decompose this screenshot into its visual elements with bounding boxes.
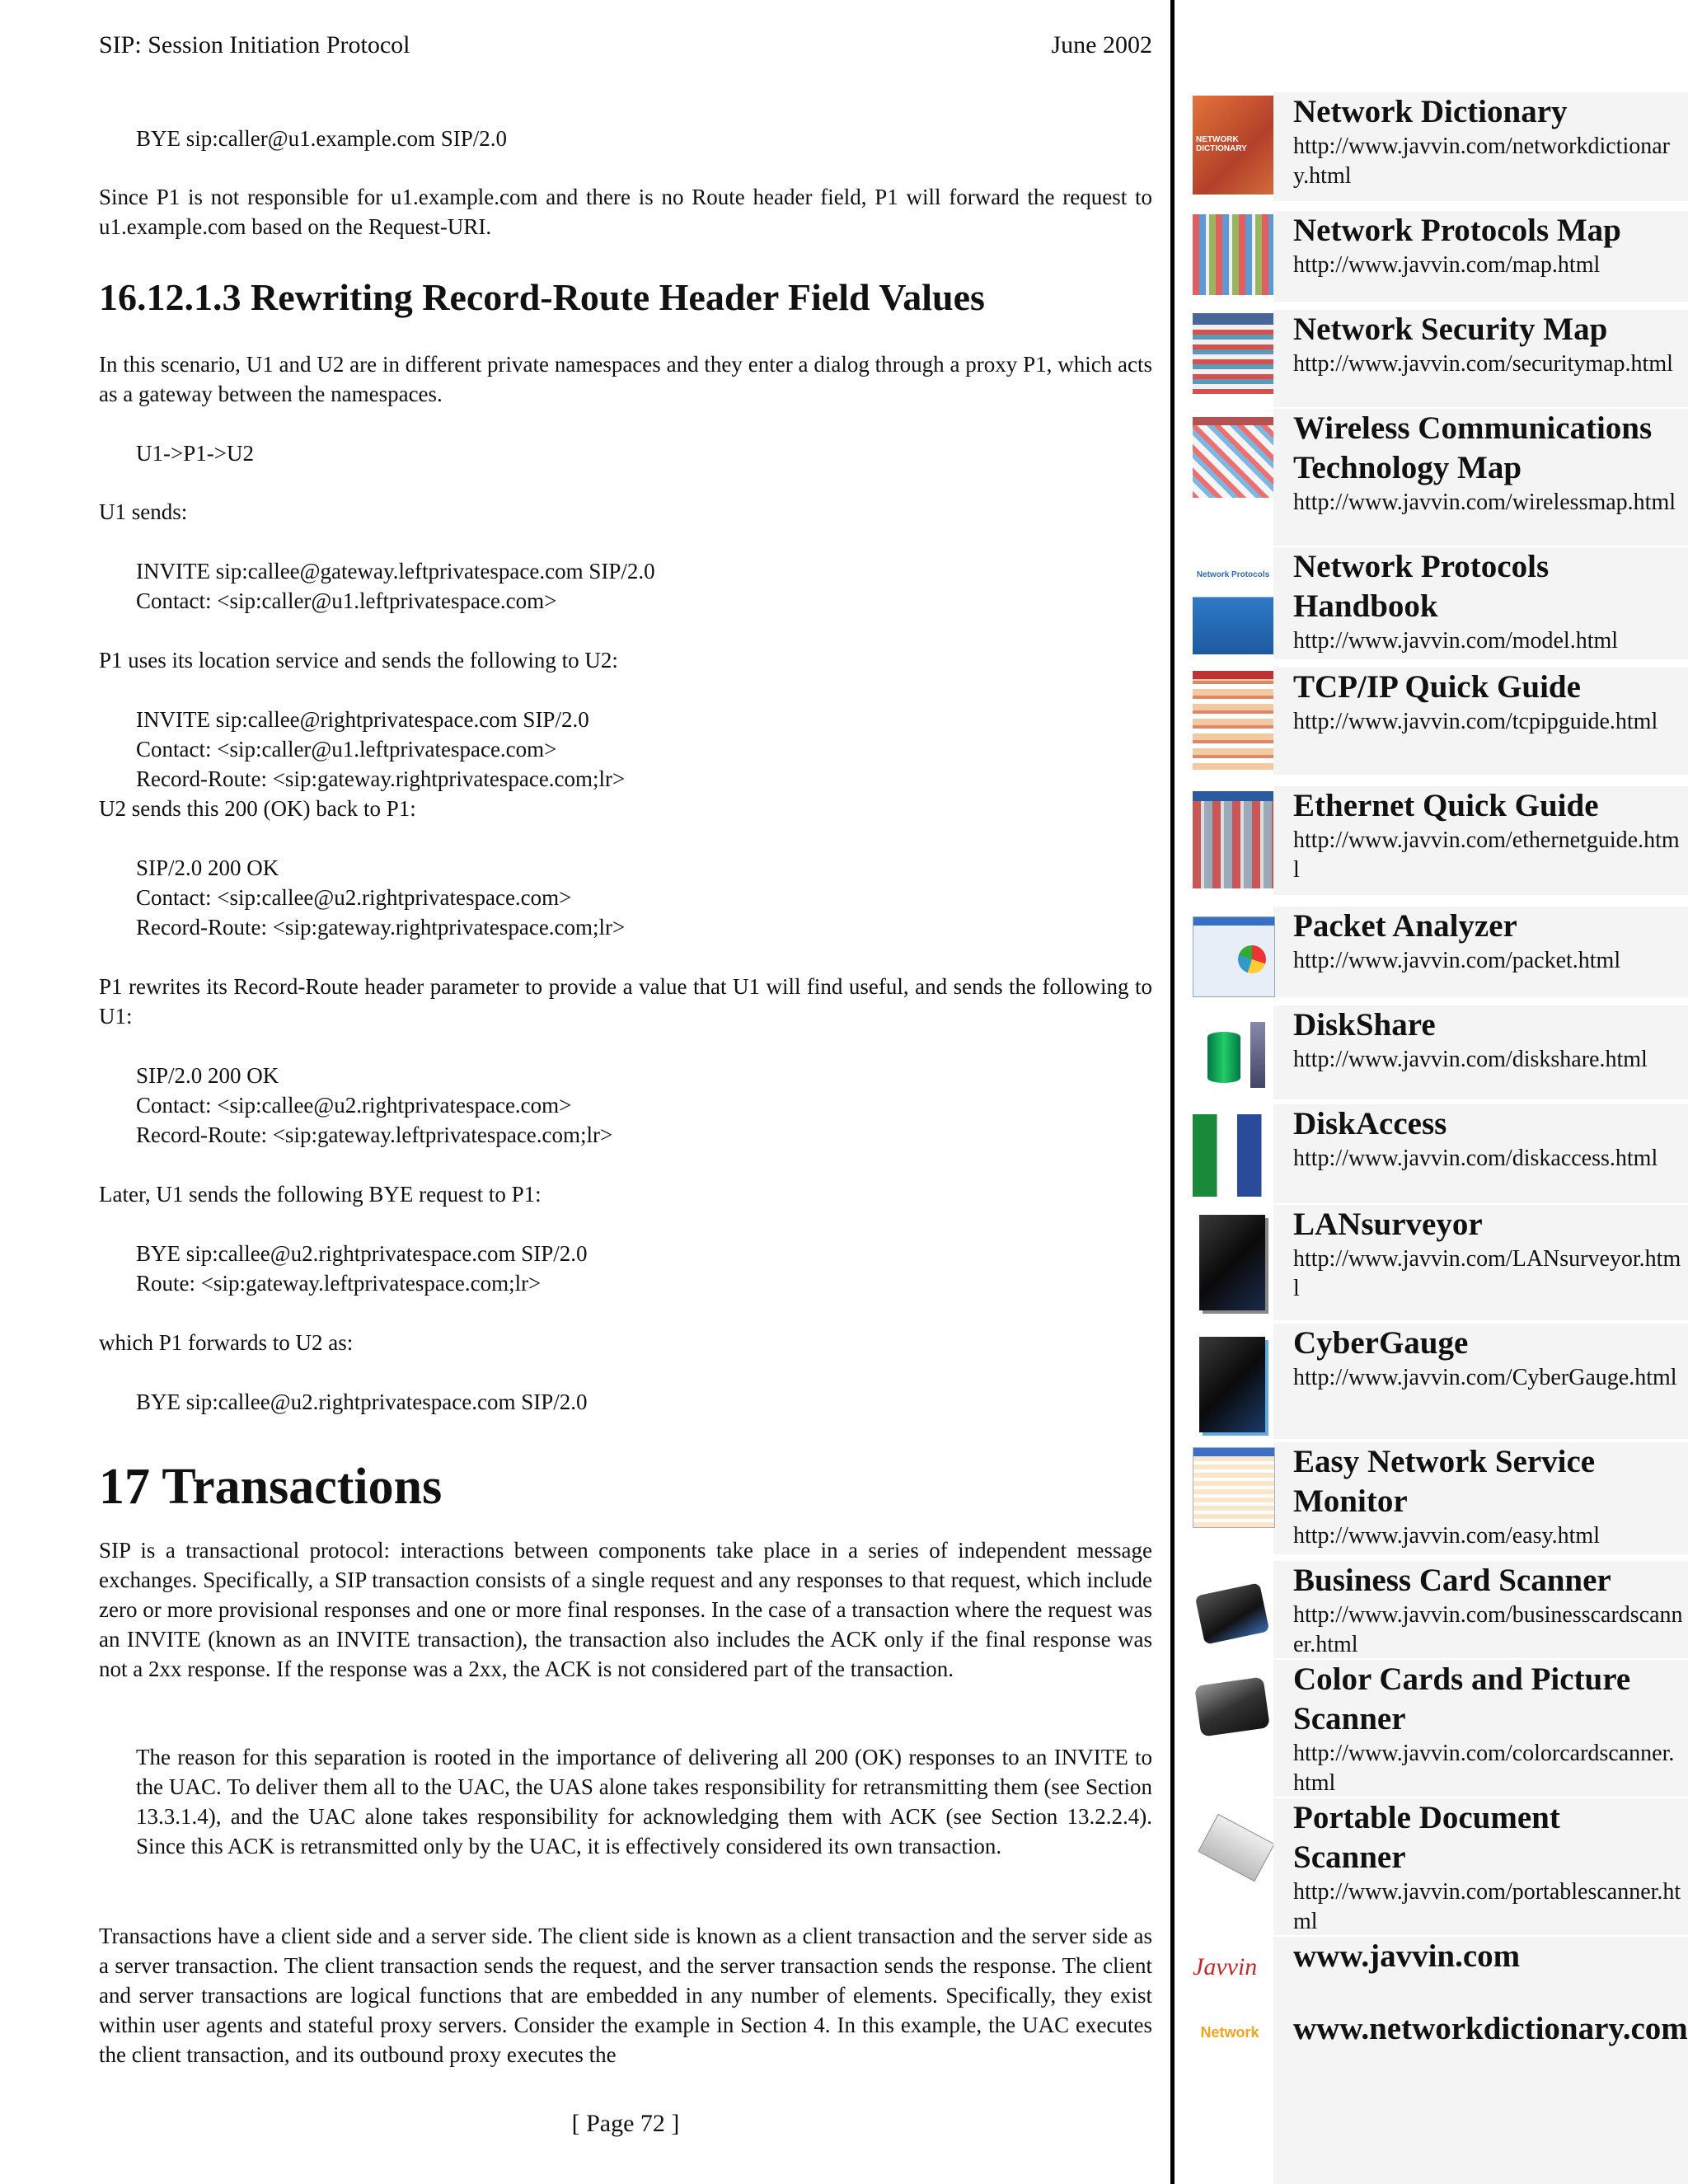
indented-paragraph: The reason for this separation is rooted in the importance of delivering all 200 (OK) responses to an INVITE to the UAC. To deliver them all to the UAC, the UAS alone takes responsibility for retransmitting them (see Section 13.3.1.4), and the UAC alone takes responsibility for acknowledging them with ACK (see Section 13.2.2.4). Since this ACK is retransmitted only by the UAC, it is effectively considered its own transaction. [136,1745,1152,1858]
code-line: BYE sip:callee@u2.rightprivatespace.com SIP/2.0 [136,1390,588,1414]
sidebar-item-javvin-site[interactable] [1175,1937,1688,2008]
sidebar-item-diskaccess[interactable] [1175,1104,1688,1203]
code-line: U1->P1->U2 [136,441,254,466]
sidebar-item-network-dictionary[interactable] [1175,92,1688,201]
code-line: INVITE sip:callee@gateway.leftprivatespace.com SIP/2.0 [136,559,655,583]
advertising-sidebar [1175,0,1688,2184]
sidebar-item-portable-scanner[interactable] [1175,1798,1688,1935]
sidebar-item-title[interactable]: Easy Network Service Monitor [1293,1444,1596,1519]
sidebar-item-title[interactable]: Packet Analyzer [1293,908,1517,944]
code-line: SIP/2.0 200 OK [136,855,279,880]
sidebar-item-url[interactable]: http://www.javvin.com/businesscardscanner.html [1293,1602,1683,1657]
sidebar-item-url[interactable]: http://www.javvin.com/diskshare.html [1293,1047,1648,1072]
ethernet-guide-poster-icon [1193,791,1273,888]
sidebar-item-easy-monitor[interactable] [1175,1442,1688,1554]
sidebar-item-tcpip-guide[interactable] [1175,668,1688,775]
code-block [136,556,655,616]
sidebar-item-title[interactable]: www.javvin.com [1293,1938,1521,1974]
business-card-scanner-photo-icon [1193,1572,1273,1650]
sidebar-item-title[interactable]: Network Security Map [1293,312,1608,347]
sidebar-item-url[interactable]: http://www.javvin.com/networkdictionary.html [1293,134,1670,189]
code-line: Record-Route: <sip:gateway.leftprivatespace.com;lr> [136,1122,613,1147]
sidebar-item-title[interactable]: Business Card Scanner [1293,1563,1611,1598]
packet-analyzer-screenshot-icon [1193,916,1275,997]
sidebar-item-title[interactable]: CyberGauge [1293,1325,1469,1361]
sidebar-item-title[interactable]: Network Protocols Handbook [1293,549,1550,624]
paragraph: Transactions have a client side and a server side. The client side is known as a client transaction and the server side as a server transaction. The client transaction sends the request, and the server transaction sends the response. The client and server transactions are logical functions that are embedded in any number of elements. Specifically, they exist within user agents and stateful proxy servers. Consider the example in Section 4. In this example, the UAC executes the client transaction, and its outbound proxy executes the [99,1924,1152,2067]
sidebar-item-cybergauge[interactable] [1175,1324,1688,1439]
sidebar-item-url[interactable]: http://www.javvin.com/wirelessmap.html [1293,490,1676,515]
sidebar-item-title[interactable]: www.networkdictionary.com [1293,2011,1688,2046]
page-number: [ Page 72 ] [571,2110,680,2137]
javvin-logo-icon: Javvin [1193,1953,1258,1980]
code-line: Contact: <sip:caller@u1.leftprivatespace.com> [136,588,557,613]
network-protocols-map-poster-icon [1193,214,1273,295]
code-block [136,438,254,468]
sidebar-item-diskshare[interactable] [1175,1005,1688,1099]
sidebar-item-url[interactable]: http://www.javvin.com/tcpipguide.html [1293,709,1658,734]
network-security-map-poster-icon [1193,313,1273,394]
sidebar-item-color-card-scanner[interactable] [1175,1660,1688,1797]
section-heading: 16.12.1.3 Rewriting Record-Route Header Field Values [99,276,985,318]
easy-monitor-screenshot-icon [1193,1447,1275,1528]
paragraph: which P1 forwards to U2 as: [99,1330,354,1355]
lansurveyor-box-icon [1199,1215,1265,1310]
sidebar-item-wireless-map[interactable] [1175,409,1688,546]
sidebar-item-url[interactable]: http://www.javvin.com/model.html [1293,628,1619,654]
code-line: BYE sip:caller@u1.example.com SIP/2.0 [136,126,508,151]
paragraph: In this scenario, U1 and U2 are in different private namespaces and they enter a dialog through a proxy P1, which acts as a gateway between the namespaces. [99,352,1152,406]
sidebar-item-title[interactable]: Color Cards and Picture Scanner [1293,1661,1631,1736]
code-line: BYE sip:callee@u2.rightprivatespace.com SIP/2.0 [136,1241,588,1266]
sidebar-item-title[interactable]: Portable Document Scanner [1293,1800,1560,1875]
sidebar-item-title[interactable]: DiskAccess [1293,1106,1447,1141]
code-line: INVITE sip:callee@rightprivatespace.com SIP/2.0 [136,707,589,732]
code-line: Contact: <sip:caller@u1.leftprivatespace.com> [136,737,557,762]
protocols-handbook-cover-icon: Network Protocols [1193,559,1273,654]
paragraph: Since P1 is not responsible for u1.example.com and there is no Route header field, P1 will forward the request to u1.example.com based on the Request-URI. [99,185,1152,239]
sidebar-item-protocols-map[interactable] [1175,211,1688,302]
paragraph: U2 sends this 200 (OK) back to P1: [99,796,416,821]
sidebar-item-url[interactable]: http://www.javvin.com/packet.html [1293,948,1621,973]
code-line: Record-Route: <sip:gateway.rightprivatespace.com;lr> [136,766,626,791]
code-block [136,853,625,942]
sidebar-item-business-card-scanner[interactable] [1175,1561,1688,1658]
chapter-heading: 17 Transactions [99,1459,443,1515]
sidebar-item-networkdictionary-site[interactable] [1175,2008,1688,2184]
code-block [136,124,507,153]
paragraph: U1 sends: [99,499,188,524]
code-line: Route: <sip:gateway.leftprivatespace.com;lr> [136,1271,542,1296]
paragraph: Later, U1 sends the following BYE request to P1: [99,1182,542,1207]
sidebar-item-ethernet-guide[interactable] [1175,786,1688,895]
sidebar-item-url[interactable]: http://www.javvin.com/CyberGauge.html [1293,1365,1677,1390]
sidebar-item-title[interactable]: Ethernet Quick Guide [1293,788,1599,823]
diskaccess-diagram-icon [1193,1114,1273,1197]
code-block [136,1239,588,1298]
network-dictionary-book-cover-icon: NETWORK DICTIONARY [1193,96,1273,194]
tcpip-guide-poster-icon [1193,671,1273,770]
color-card-scanner-photo-icon [1193,1673,1273,1739]
code-line: Contact: <sip:callee@u2.rightprivatespace.com> [136,1093,572,1118]
wireless-map-poster-icon [1193,417,1273,498]
code-line: SIP/2.0 200 OK [136,1063,279,1088]
sidebar-item-url[interactable]: http://www.javvin.com/portablescanner.html [1293,1879,1681,1934]
sidebar-item-url[interactable]: http://www.javvin.com/diskaccess.html [1293,1146,1658,1171]
networkdictionary-logo-icon: Network [1200,2024,1259,2041]
paragraph: P1 uses its location service and sends the following to U2: [99,648,618,673]
sidebar-item-title[interactable]: Network Protocols Map [1293,213,1621,248]
sidebar-item-security-map[interactable] [1175,310,1688,407]
sidebar-item-title[interactable]: Network Dictionary [1293,94,1568,129]
sidebar-item-packet-analyzer[interactable] [1175,907,1688,997]
code-block [136,1387,588,1417]
sidebar-item-url[interactable]: http://www.javvin.com/easy.html [1293,1523,1600,1549]
sidebar-item-title[interactable]: LANsurveyor [1293,1207,1483,1242]
sidebar-item-url[interactable]: http://www.javvin.com/securitymap.html [1293,351,1673,377]
cybergauge-box-icon [1199,1337,1265,1432]
code-block [136,1061,612,1150]
code-line: Record-Route: <sip:gateway.rightprivatespace.com;lr> [136,915,626,940]
paragraph: SIP is a transactional protocol: interactions between components take place in a series of independent message exchanges. Specifically, a SIP transaction consists of a single request and any responses to that request, which include zero or more provisional responses and one or more final responses. In the case of a transaction where the request was an INVITE (known as an INVITE transaction), the transaction also includes the ACK only if the final response was not a 2xx response. If the response was a 2xx, the ACK is not considered part of the transaction. [99,1538,1152,1681]
code-line: Contact: <sip:callee@u2.rightprivatespace.com> [136,885,572,910]
paragraph: P1 rewrites its Record-Route header parameter to provide a value that U1 will find useful, and sends the following to U1: [99,974,1152,1029]
code-block [136,705,625,794]
running-header-title: SIP: Session Initiation Protocol [99,31,410,59]
sidebar-item-title[interactable]: Wireless Communications Technology Map [1293,410,1653,485]
running-header-date: June 2002 [1051,31,1152,59]
sidebar-item-protocols-handbook[interactable] [1175,547,1688,659]
sidebar-item-url[interactable]: http://www.javvin.com/colorcardscanner.html [1293,1741,1675,1796]
sidebar-item-title[interactable]: TCP/IP Quick Guide [1293,669,1581,705]
sidebar-item-lansurveyor[interactable] [1175,1205,1688,1320]
sidebar-item-url[interactable]: http://www.javvin.com/ethernetguide.html [1293,827,1680,883]
diskshare-diagram-icon [1193,1015,1273,1098]
sidebar-item-title[interactable]: DiskShare [1293,1007,1436,1043]
sidebar-item-url[interactable]: http://www.javvin.com/LANsurveyor.html [1293,1246,1681,1301]
document-page [99,0,1152,2184]
portable-scanner-photo-icon [1193,1810,1273,1884]
sidebar-item-url[interactable]: http://www.javvin.com/map.html [1293,252,1601,278]
